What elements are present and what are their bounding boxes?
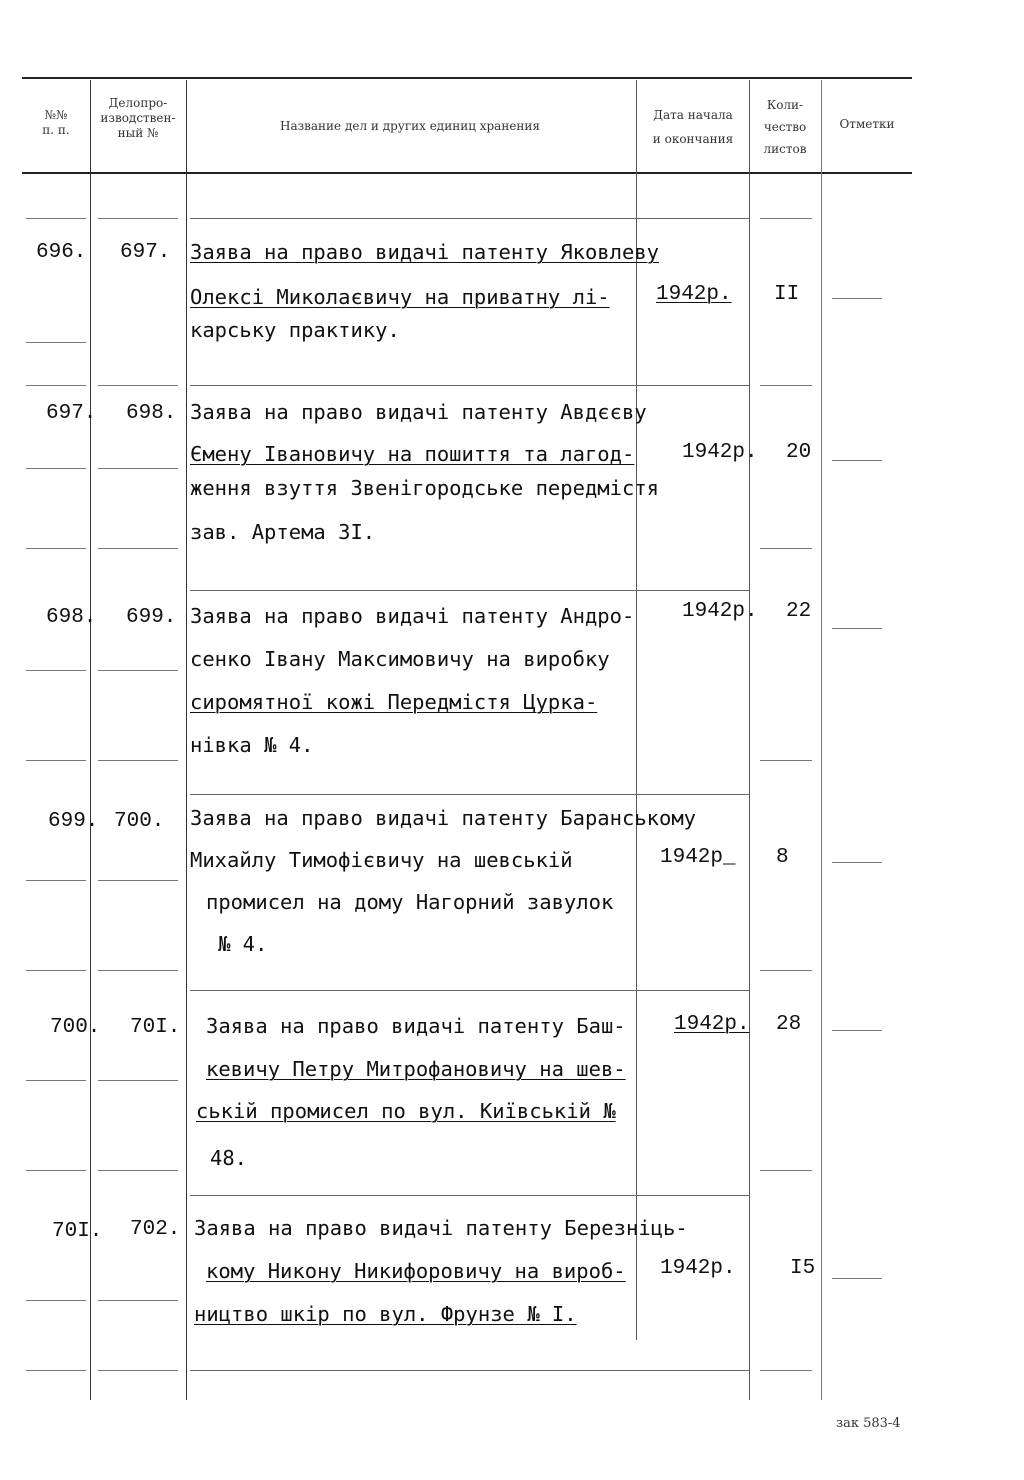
entry-sheets: 20 (786, 441, 812, 464)
entry-title-line: ження взуття Звенігородське передмістя (190, 476, 659, 500)
ledger-dash (98, 1300, 178, 1301)
header-col-dates (638, 103, 748, 151)
entry-title-line: нівка № 4. (190, 733, 314, 757)
ledger-dash (832, 1030, 882, 1031)
entry-title-line: Заява на право видачі патенту Андро- (190, 604, 635, 628)
entry-title-line: кевичу Петру Митрофановичу на шев- (206, 1057, 626, 1081)
entry-office-number: 702. (130, 1218, 181, 1241)
header-col-title-text: Название дел и других единиц хранения (279, 119, 540, 133)
ledger-dash (760, 760, 812, 761)
entry-office-number: 700. (114, 810, 165, 833)
header-top-rule (22, 77, 912, 79)
ledger-dash (832, 460, 882, 461)
entry-title-line: ництво шкір по вул. Фрунзе № I. (194, 1302, 577, 1326)
entry-date: 1942р. (660, 1257, 736, 1280)
ledger-dash (760, 548, 812, 549)
entry-title-line: карську практику. (190, 318, 400, 342)
entry-sheets: 8 (776, 846, 789, 869)
ledger-dash (98, 1170, 178, 1171)
entry-sheets: 28 (776, 1013, 802, 1036)
ledger-dash (26, 1370, 86, 1371)
ledger-dash (26, 1170, 86, 1171)
entry-title-line: Заява на право видачі патенту Яковлеву (190, 240, 659, 264)
ledger-dash (98, 970, 178, 971)
entry-sheets: 22 (786, 600, 812, 623)
ledger-dash (98, 880, 178, 881)
ledger-dash (26, 1300, 86, 1301)
ledger-dash (832, 628, 882, 629)
entry-title-line: ській промисел по вул. Київській № (196, 1099, 616, 1123)
ledger-dash (98, 218, 178, 219)
entry-title-line: Заява на право видачі патенту Березніць- (194, 1216, 688, 1240)
entry-title-line: Заява на право видачі патенту Авдєєву (190, 400, 647, 424)
entry-date: 1942р. (682, 600, 758, 623)
entry-title-line: 48. (210, 1146, 248, 1170)
ledger-dash (98, 670, 178, 671)
ledger-dash (26, 385, 86, 386)
ledger-dash (26, 218, 86, 219)
header-col-number-text: №№ п. п. (42, 108, 70, 137)
ledger-dash (760, 218, 812, 219)
ledger-dash (98, 1370, 178, 1371)
ledger-dash (26, 970, 86, 971)
entry-title-line: зав. Артема 3I. (190, 520, 376, 544)
ledger-dash (832, 298, 882, 299)
entry-title-line: Михайлу Тимофієвичу на шевській (190, 848, 573, 872)
entry-title-line: Ємену Івановичу на пошиття та лагод- (190, 442, 635, 466)
ledger-dash (98, 385, 178, 386)
form-rule (190, 385, 750, 386)
entry-office-number: 70I. (130, 1016, 181, 1039)
header-col-office (92, 96, 184, 141)
column-divider-3 (636, 80, 637, 1340)
ledger-dash (26, 548, 86, 549)
column-divider-4 (749, 80, 750, 1400)
header-col-dates-text: Дата начала и окончания (652, 108, 734, 146)
header-col-sheets-text: Коли- чество листов (763, 98, 807, 156)
header-bottom-rule (22, 172, 912, 174)
form-rule (190, 218, 750, 219)
column-divider-1 (90, 80, 91, 1400)
form-rule (190, 1195, 750, 1196)
column-divider-2 (186, 80, 187, 1400)
entry-title-line: № 4. (218, 932, 268, 956)
ledger-dash (26, 670, 86, 671)
ledger-dash (26, 342, 86, 343)
entry-title-line: сиромятної кожі Передмістя Цурка- (190, 690, 598, 714)
column-divider-5 (821, 80, 822, 1400)
header-col-office-text: Делопро- изводствен- ный № (100, 96, 176, 140)
header-col-notes-text: Отметки (839, 117, 895, 131)
entry-number: 70I. (52, 1220, 103, 1243)
entry-title-line: кому Никону Никифоровичу на вироб- (206, 1259, 626, 1283)
ledger-dash (760, 1170, 812, 1171)
entry-date: 1942р. (682, 441, 758, 464)
ledger-dash (98, 760, 178, 761)
entry-date: 1942р. (674, 1013, 750, 1036)
form-rule (190, 1370, 750, 1371)
entry-number: 699. (48, 810, 99, 833)
entry-title-line: сенко Івану Максимовичу на виробку (190, 647, 610, 671)
header-col-notes (823, 117, 911, 132)
entry-number: 696. (36, 241, 87, 264)
ledger-dash (760, 385, 812, 386)
entry-sheets: I5 (790, 1257, 816, 1280)
ledger-dash (26, 880, 86, 881)
ledger-dash (98, 1080, 178, 1081)
print-order-code: зак 583-4 (836, 1416, 901, 1431)
entry-title-line: промисел на дому Нагорний завулок (206, 890, 614, 914)
entry-office-number: 698. (126, 402, 177, 425)
form-rule (190, 590, 750, 591)
ledger-dash (760, 970, 812, 971)
form-rule (190, 794, 750, 795)
entry-number: 697. (46, 402, 97, 425)
entry-number: 700. (50, 1016, 101, 1039)
entry-sheets: II (774, 283, 800, 306)
entry-title-line: Заява на право видачі патенту Баш- (206, 1014, 626, 1038)
header-col-number (24, 108, 88, 138)
entry-title-line: Заява на право видачі патенту Баранському (190, 806, 697, 830)
ledger-dash (26, 760, 86, 761)
header-col-title (190, 119, 630, 134)
entry-office-number: 699. (126, 606, 177, 629)
ledger-dash (760, 1370, 812, 1371)
ledger-dash (26, 1080, 86, 1081)
entry-date: 1942р. (656, 283, 732, 306)
ledger-dash (832, 1278, 882, 1279)
form-rule (190, 990, 750, 991)
entry-title-line: Олексі Миколаєвичу на приватну лі- (190, 285, 610, 309)
ledger-dash (832, 862, 882, 863)
ledger-dash (98, 548, 178, 549)
ledger-dash (26, 468, 86, 469)
ledger-dash (98, 468, 178, 469)
entry-office-number: 697. (120, 241, 171, 264)
entry-number: 698. (46, 606, 97, 629)
header-col-sheets (751, 94, 819, 160)
entry-date: 1942р_ (660, 846, 736, 869)
